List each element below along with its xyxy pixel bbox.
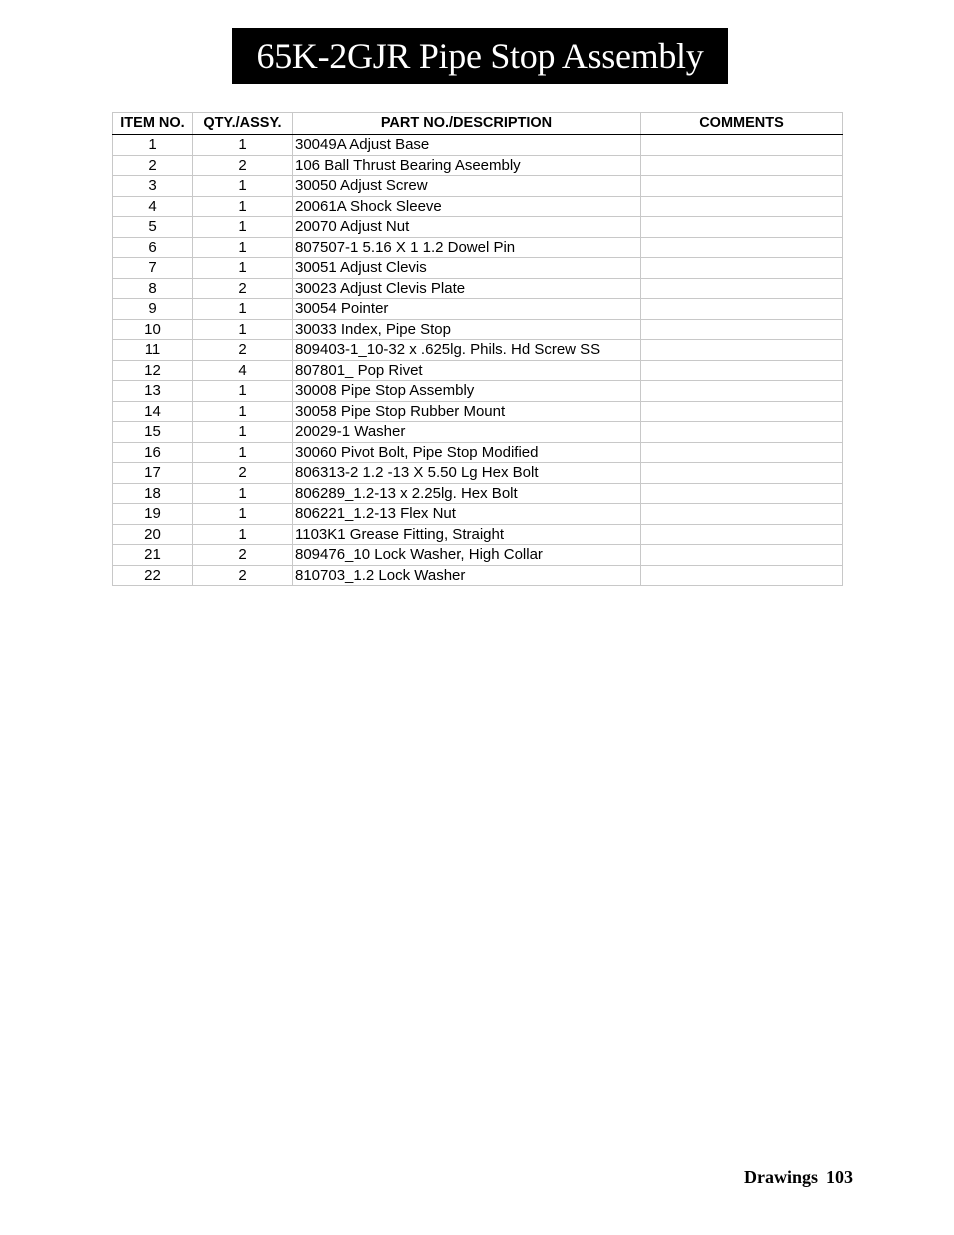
cell-part-description: 30008 Pipe Stop Assembly [293, 381, 641, 402]
cell-part-description: 30023 Adjust Clevis Plate [293, 278, 641, 299]
cell-comments [641, 565, 843, 586]
cell-part-description: 30050 Adjust Screw [293, 176, 641, 197]
cell-qty: 1 [193, 442, 293, 463]
cell-qty: 2 [193, 463, 293, 484]
cell-item-no: 22 [113, 565, 193, 586]
header-part-description: PART NO./DESCRIPTION [293, 113, 641, 135]
cell-qty: 1 [193, 176, 293, 197]
table-row [113, 524, 843, 545]
cell-part-description: 806221_1.2-13 Flex Nut [293, 504, 641, 525]
table-row [113, 319, 843, 340]
cell-part-description: 30049A Adjust Base [293, 135, 641, 156]
table-row [113, 504, 843, 525]
cell-comments [641, 319, 843, 340]
table-row [113, 196, 843, 217]
cell-part-description: 806289_1.2-13 x 2.25lg. Hex Bolt [293, 483, 641, 504]
cell-comments [641, 545, 843, 566]
cell-part-description: 1103K1 Grease Fitting, Straight [293, 524, 641, 545]
cell-qty: 2 [193, 340, 293, 361]
cell-item-no: 10 [113, 319, 193, 340]
cell-comments [641, 155, 843, 176]
table-row [113, 401, 843, 422]
cell-part-description: 30033 Index, Pipe Stop [293, 319, 641, 340]
table-row [113, 381, 843, 402]
title-banner [232, 28, 728, 84]
cell-item-no: 11 [113, 340, 193, 361]
footer-section-label: Drawings [743, 1167, 818, 1187]
cell-part-description: 30060 Pivot Bolt, Pipe Stop Modified [293, 442, 641, 463]
cell-part-description: 30054 Pointer [293, 299, 641, 320]
cell-item-no: 20 [113, 524, 193, 545]
header-comments: COMMENTS [641, 113, 843, 135]
cell-qty: 2 [193, 155, 293, 176]
cell-comments [641, 299, 843, 320]
cell-qty: 4 [193, 360, 293, 381]
table-row [113, 442, 843, 463]
cell-qty: 1 [193, 504, 293, 525]
cell-item-no: 15 [113, 422, 193, 443]
cell-part-description: 809476_10 Lock Washer, High Collar [293, 545, 641, 566]
cell-item-no: 3 [113, 176, 193, 197]
cell-qty: 1 [193, 401, 293, 422]
table-row [113, 135, 843, 156]
cell-comments [641, 442, 843, 463]
cell-part-description: 806313-2 1.2 -13 X 5.50 Lg Hex Bolt [293, 463, 641, 484]
table-row [113, 299, 843, 320]
parts-table [112, 112, 843, 586]
cell-comments [641, 278, 843, 299]
cell-item-no: 5 [113, 217, 193, 238]
footer-page-number: 103 [826, 1167, 853, 1187]
page-title: 65K-2GJR Pipe Stop Assembly [256, 36, 704, 76]
cell-qty: 1 [193, 319, 293, 340]
table-row [113, 545, 843, 566]
cell-item-no: 12 [113, 360, 193, 381]
cell-comments [641, 524, 843, 545]
table-row [113, 340, 843, 361]
header-qty: QTY./ASSY. [193, 113, 293, 135]
cell-item-no: 4 [113, 196, 193, 217]
cell-part-description: 30051 Adjust Clevis [293, 258, 641, 279]
cell-comments [641, 135, 843, 156]
cell-item-no: 16 [113, 442, 193, 463]
table-row [113, 155, 843, 176]
cell-comments [641, 381, 843, 402]
header-item-no: ITEM NO. [113, 113, 193, 135]
cell-qty: 2 [193, 545, 293, 566]
cell-comments [641, 360, 843, 381]
cell-qty: 1 [193, 258, 293, 279]
cell-qty: 1 [193, 381, 293, 402]
cell-item-no: 19 [113, 504, 193, 525]
table-row [113, 565, 843, 586]
cell-qty: 2 [193, 565, 293, 586]
cell-qty: 1 [193, 483, 293, 504]
table-row [113, 483, 843, 504]
cell-part-description: 807801_ Pop Rivet [293, 360, 641, 381]
cell-item-no: 13 [113, 381, 193, 402]
parts-table-body [113, 135, 843, 586]
cell-part-description: 810703_1.2 Lock Washer [293, 565, 641, 586]
cell-item-no: 2 [113, 155, 193, 176]
cell-part-description: 106 Ball Thrust Bearing Aseembly [293, 155, 641, 176]
cell-qty: 1 [193, 524, 293, 545]
cell-item-no: 8 [113, 278, 193, 299]
page-footer [744, 1167, 853, 1188]
cell-item-no: 1 [113, 135, 193, 156]
cell-comments [641, 340, 843, 361]
cell-comments [641, 463, 843, 484]
table-row [113, 278, 843, 299]
cell-qty: 1 [193, 217, 293, 238]
table-row [113, 258, 843, 279]
cell-part-description: 809403-1_10-32 x .625lg. Phils. Hd Screw SS [293, 340, 641, 361]
table-header-row [113, 113, 843, 135]
cell-part-description: 20061A Shock Sleeve [293, 196, 641, 217]
cell-comments [641, 258, 843, 279]
cell-comments [641, 196, 843, 217]
cell-item-no: 21 [113, 545, 193, 566]
cell-comments [641, 176, 843, 197]
cell-item-no: 7 [113, 258, 193, 279]
table-row [113, 217, 843, 238]
cell-comments [641, 483, 843, 504]
cell-item-no: 9 [113, 299, 193, 320]
cell-comments [641, 237, 843, 258]
table-row [113, 176, 843, 197]
cell-qty: 2 [193, 278, 293, 299]
cell-comments [641, 422, 843, 443]
cell-qty: 1 [193, 135, 293, 156]
cell-part-description: 807507-1 5.16 X 1 1.2 Dowel Pin [293, 237, 641, 258]
cell-item-no: 14 [113, 401, 193, 422]
cell-qty: 1 [193, 299, 293, 320]
cell-comments [641, 504, 843, 525]
cell-qty: 1 [193, 422, 293, 443]
cell-item-no: 6 [113, 237, 193, 258]
cell-qty: 1 [193, 196, 293, 217]
table-row [113, 237, 843, 258]
cell-comments [641, 217, 843, 238]
cell-item-no: 18 [113, 483, 193, 504]
cell-qty: 1 [193, 237, 293, 258]
table-row [113, 360, 843, 381]
table-row [113, 463, 843, 484]
cell-comments [641, 401, 843, 422]
cell-part-description: 20029-1 Washer [293, 422, 641, 443]
table-row [113, 422, 843, 443]
cell-item-no: 17 [113, 463, 193, 484]
cell-part-description: 30058 Pipe Stop Rubber Mount [293, 401, 641, 422]
cell-part-description: 20070 Adjust Nut [293, 217, 641, 238]
